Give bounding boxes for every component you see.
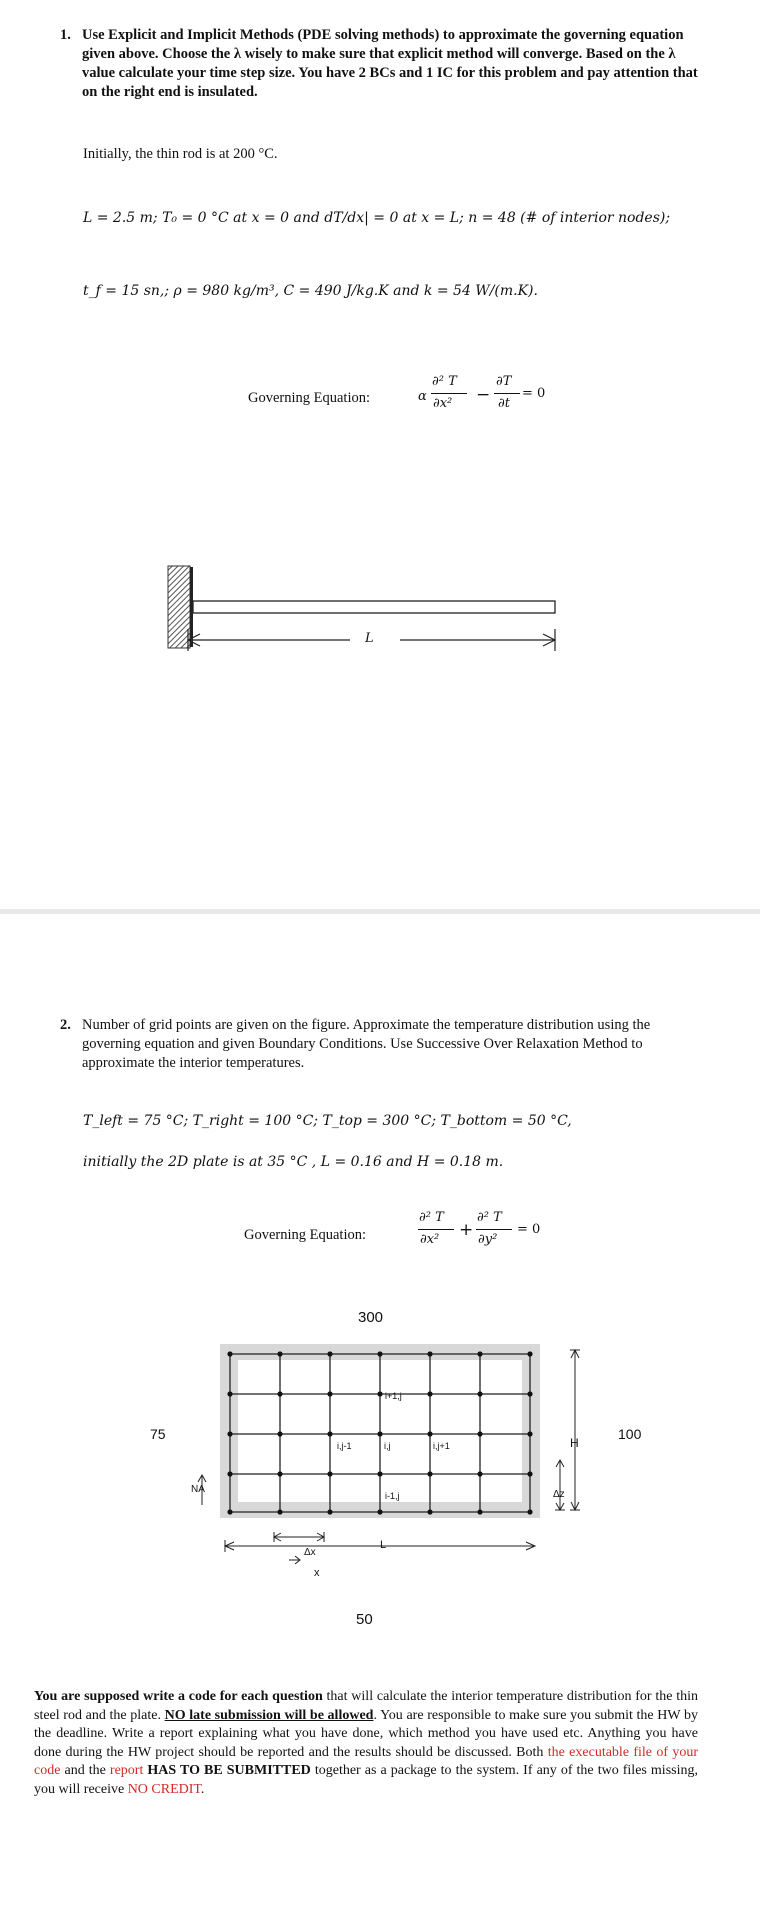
question-1-number: 1. (60, 27, 71, 43)
node-label-center: i,j (384, 1441, 391, 1451)
eq-d2t: ∂² T (432, 374, 457, 389)
grid-node (277, 1351, 282, 1356)
grid-node (327, 1351, 332, 1356)
eq2-plus: + (459, 1220, 474, 1240)
plate-top-temp: 300 (358, 1309, 384, 1326)
grid-node (427, 1351, 432, 1356)
plate-right-temp: 100 (618, 1426, 642, 1442)
q2-governing-equation (416, 1206, 556, 1256)
instr-part-9: together as a package to the system. If any of the two files missing, you will receive (34, 1763, 698, 1797)
grid-node (427, 1431, 432, 1436)
grid-node (477, 1391, 482, 1396)
plate-diagram (150, 1300, 610, 1650)
section-divider (0, 909, 760, 914)
grid-node (327, 1391, 332, 1396)
grid-node (427, 1471, 432, 1476)
rod-length-label: L (365, 631, 374, 646)
instr-report: report (109, 1763, 144, 1778)
grid-node (227, 1471, 232, 1476)
submission-instructions (34, 1688, 698, 1799)
question-2 (60, 1016, 705, 1073)
x-axis-label: x (314, 1567, 320, 1579)
instr-part-4: . You are responsible to make sure you submit the HW by the deadline. Write a report explaining what you have done, which method you have used etc. Anything you have done during the HW project should be reported and the results should be discussed. Both (34, 1707, 698, 1760)
axis-label-na: NA (191, 1484, 205, 1495)
grid-node (477, 1471, 482, 1476)
instr-end: . (200, 1781, 205, 1797)
grid-node (377, 1431, 382, 1436)
instr-part-2: that will calculate the interior temperature distribution for the thin steel rod and the plate. (34, 1689, 698, 1723)
grid-node (277, 1391, 282, 1396)
plate-initial-condition: initially the 2D plate is at 35 °C , L = 0.16 and H = 0.18 m. (83, 1154, 504, 1170)
plate-bottom-temp: 50 (356, 1611, 373, 1628)
instr-part-6: and the (60, 1763, 110, 1778)
eq2-fraction-bar-2 (476, 1229, 512, 1230)
grid-node (477, 1351, 482, 1356)
grid-node (427, 1391, 432, 1396)
grid-node (227, 1391, 232, 1396)
q1-governing-equation (418, 370, 548, 420)
dx-label: Δx (304, 1547, 316, 1558)
eq-minus: − (476, 385, 491, 405)
eq2-dx2: ∂x² (420, 1232, 440, 1247)
eq-dt-den: ∂t (498, 396, 510, 411)
node-label-top: i+1,j (385, 1391, 402, 1401)
grid-node (527, 1431, 532, 1436)
instr-no-credit: NO CREDIT (127, 1781, 201, 1797)
node-label-right: i,j+1 (433, 1441, 450, 1451)
instr-executable: the executable file of your code (34, 1744, 698, 1778)
dz-label: Δz (553, 1489, 565, 1500)
grid-node (527, 1351, 532, 1356)
plate-left-temp: 75 (150, 1426, 166, 1442)
grid-node (277, 1509, 282, 1514)
grid-node (377, 1351, 382, 1356)
grid-node (527, 1509, 532, 1514)
grid-node (427, 1509, 432, 1514)
grid-node (227, 1509, 232, 1514)
instr-part-1: You are supposed write a code for each question (34, 1689, 323, 1704)
grid-node (227, 1431, 232, 1436)
eq2-fraction-bar-1 (418, 1229, 454, 1230)
grid-node (527, 1471, 532, 1476)
eq-fraction-bar-1 (431, 393, 467, 394)
eq-equals-zero: = 0 (522, 386, 546, 401)
q1-governing-label: Governing Equation: (248, 390, 371, 406)
eq2-d2t-b: ∂² T (477, 1210, 502, 1225)
question-2-text: Number of grid points are given on the figure. Approximate the temperature distribution using the governing equation and given Boundary Conditions. Use Successive Over Relaxation Method to approximate the interior temperatures. (82, 1017, 651, 1071)
grid-node (527, 1391, 532, 1396)
rod-parameters-line-1: L = 2.5 m; T₀ = 0 °C at x = 0 and dT/dx| = 0 at x = L; n = 48 (# of interior nodes); (83, 210, 671, 226)
rod-initial-condition: Initially, the thin rod is at 200 °C. (83, 146, 278, 162)
grid-node (327, 1471, 332, 1476)
grid-node (477, 1431, 482, 1436)
eq2-dy2: ∂y² (478, 1232, 498, 1247)
grid-node (327, 1509, 332, 1514)
node-label-bottom: i-1,j (385, 1491, 400, 1501)
grid-node (277, 1471, 282, 1476)
grid-node (277, 1431, 282, 1436)
grid-node (477, 1509, 482, 1514)
thin-rod (193, 601, 555, 613)
instr-no-late: NO late submission will be allowed (164, 1707, 374, 1723)
plate-length-label: L (380, 1539, 387, 1551)
eq-dx2: ∂x² (433, 396, 453, 411)
question-1 (60, 26, 700, 102)
grid-node (327, 1431, 332, 1436)
grid-node (377, 1509, 382, 1514)
eq2-d2t-a: ∂² T (419, 1210, 444, 1225)
eq-alpha: α (418, 389, 427, 404)
eq-dt-num: ∂T (496, 374, 512, 389)
grid-node (377, 1471, 382, 1476)
grid-node (227, 1351, 232, 1356)
eq2-equals-zero: = 0 (517, 1222, 541, 1237)
rod-parameters-line-2: t_f = 15 sn,; ρ = 980 kg/m³, C = 490 J/kg.K and k = 54 W/(m.K). (83, 283, 538, 299)
plate-boundary-conditions: T_left = 75 °C; T_right = 100 °C; T_top = 300 °C; T_bottom = 50 °C, (83, 1113, 572, 1129)
instr-must-submit: HAS TO BE SUBMITTED (143, 1763, 311, 1778)
question-2-number: 2. (60, 1017, 71, 1033)
grid-node (377, 1391, 382, 1396)
question-1-text: Use Explicit and Implicit Methods (PDE solving methods) to approximate the governing equation given above. Choose the λ wisely to make sure that explicit method will converge. Based on the λ value calculate your time step size. You have 2 BCs and 1 IC for this problem and pay attention that on the right end is insulated. (82, 27, 698, 100)
q2-governing-label: Governing Equation: (244, 1227, 367, 1243)
node-label-left: i,j-1 (337, 1441, 352, 1451)
plate-height-label: H (570, 1436, 579, 1450)
eq-fraction-bar-2 (494, 393, 520, 394)
